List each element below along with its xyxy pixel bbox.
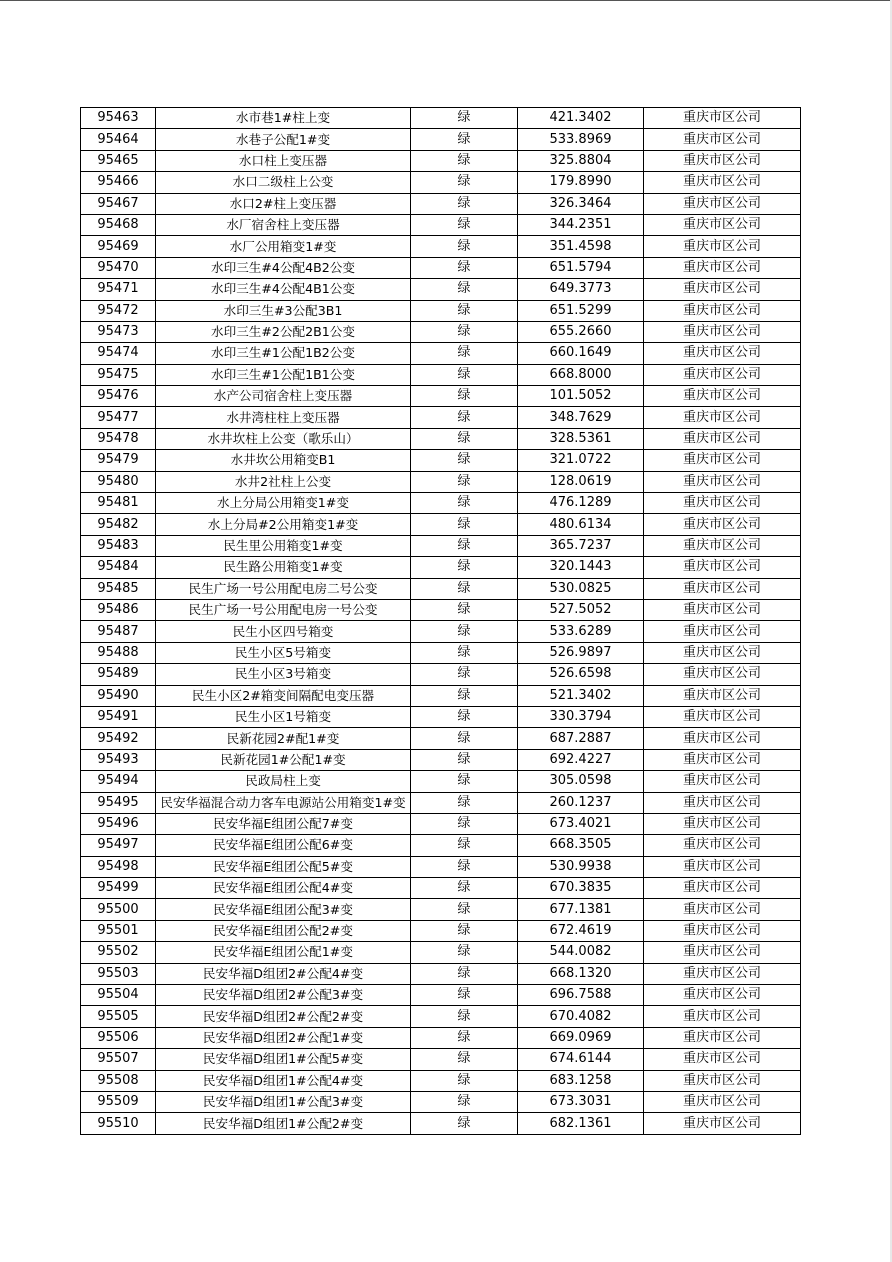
table-row (81, 856, 801, 877)
value-cell: 344.2351 (518, 214, 644, 235)
company-cell: 重庆市区公司 (644, 407, 801, 428)
transformer-name-cell: 水厂宿舍柱上变压器 (156, 214, 411, 235)
table-row (81, 878, 801, 899)
status-color-cell: 绿 (411, 321, 518, 342)
value-cell: 674.6144 (518, 1049, 644, 1070)
transformer-name-cell: 民新花园1#公配1#变 (156, 749, 411, 770)
row-id-cell: 95506 (81, 1027, 156, 1048)
row-id-cell: 95499 (81, 878, 156, 899)
transformer-name-cell: 民安华福E组团公配1#变 (156, 942, 411, 963)
company-cell: 重庆市区公司 (644, 642, 801, 663)
value-cell: 348.7629 (518, 407, 644, 428)
status-color-cell: 绿 (411, 642, 518, 663)
table-row (81, 771, 801, 792)
row-id-cell: 95476 (81, 386, 156, 407)
status-color-cell: 绿 (411, 386, 518, 407)
value-cell: 687.2887 (518, 728, 644, 749)
company-cell: 重庆市区公司 (644, 621, 801, 642)
table-row (81, 535, 801, 556)
value-cell: 328.5361 (518, 428, 644, 449)
row-id-cell: 95485 (81, 578, 156, 599)
status-color-cell: 绿 (411, 407, 518, 428)
table-row (81, 1049, 801, 1070)
status-color-cell: 绿 (411, 300, 518, 321)
status-color-cell: 绿 (411, 193, 518, 214)
status-color-cell: 绿 (411, 749, 518, 770)
table-row (81, 642, 801, 663)
status-color-cell: 绿 (411, 599, 518, 620)
company-cell: 重庆市区公司 (644, 813, 801, 834)
table-row (81, 685, 801, 706)
table-row (81, 1091, 801, 1112)
status-color-cell: 绿 (411, 1049, 518, 1070)
status-color-cell: 绿 (411, 856, 518, 877)
value-cell: 683.1258 (518, 1070, 644, 1091)
transformer-name-cell: 民新花园2#配1#变 (156, 728, 411, 749)
row-id-cell: 95473 (81, 321, 156, 342)
transformer-name-cell: 民安华福混合动力客车电源站公用箱变1#变 (156, 792, 411, 813)
transformer-name-cell: 民安华福D组团1#公配3#变 (156, 1091, 411, 1112)
value-cell: 668.3505 (518, 835, 644, 856)
table-row (81, 172, 801, 193)
status-color-cell: 绿 (411, 535, 518, 556)
value-cell: 476.1289 (518, 493, 644, 514)
table-row (81, 364, 801, 385)
company-cell: 重庆市区公司 (644, 1113, 801, 1134)
row-id-cell: 95471 (81, 279, 156, 300)
value-cell: 651.5299 (518, 300, 644, 321)
company-cell: 重庆市区公司 (644, 728, 801, 749)
row-id-cell: 95508 (81, 1070, 156, 1091)
status-color-cell: 绿 (411, 428, 518, 449)
row-id-cell: 95505 (81, 1006, 156, 1027)
transformer-name-cell: 民安华福D组团1#公配2#变 (156, 1113, 411, 1134)
row-id-cell: 95464 (81, 129, 156, 150)
value-cell: 321.0722 (518, 450, 644, 471)
company-cell: 重庆市区公司 (644, 450, 801, 471)
status-color-cell: 绿 (411, 214, 518, 235)
value-cell: 530.0825 (518, 578, 644, 599)
value-cell: 330.3794 (518, 706, 644, 727)
transformer-name-cell: 民安华福D组团1#公配4#变 (156, 1070, 411, 1091)
value-cell: 696.7588 (518, 985, 644, 1006)
table-row (81, 835, 801, 856)
status-color-cell: 绿 (411, 728, 518, 749)
transformer-name-cell: 民生广场一号公用配电房一号公变 (156, 599, 411, 620)
company-cell: 重庆市区公司 (644, 664, 801, 685)
table-row (81, 813, 801, 834)
row-id-cell: 95484 (81, 557, 156, 578)
company-cell: 重庆市区公司 (644, 685, 801, 706)
table-row (81, 471, 801, 492)
transformer-name-cell: 民安华福E组团公配2#变 (156, 920, 411, 941)
transformer-name-cell: 民生小区四号箱变 (156, 621, 411, 642)
transformer-name-cell: 民安华福E组团公配5#变 (156, 856, 411, 877)
row-id-cell: 95497 (81, 835, 156, 856)
company-cell: 重庆市区公司 (644, 214, 801, 235)
company-cell: 重庆市区公司 (644, 471, 801, 492)
status-color-cell: 绿 (411, 771, 518, 792)
value-cell: 669.0969 (518, 1027, 644, 1048)
table-row (81, 193, 801, 214)
row-id-cell: 95478 (81, 428, 156, 449)
company-cell: 重庆市区公司 (644, 108, 801, 129)
row-id-cell: 95467 (81, 193, 156, 214)
company-cell: 重庆市区公司 (644, 878, 801, 899)
value-cell: 526.6598 (518, 664, 644, 685)
value-cell: 480.6134 (518, 514, 644, 535)
transformer-name-cell: 水井湾柱柱上变压器 (156, 407, 411, 428)
table-row (81, 1113, 801, 1134)
transformer-name-cell: 民生里公用箱变1#变 (156, 535, 411, 556)
value-cell: 260.1237 (518, 792, 644, 813)
company-cell: 重庆市区公司 (644, 856, 801, 877)
row-id-cell: 95481 (81, 493, 156, 514)
row-id-cell: 95495 (81, 792, 156, 813)
table-row (81, 321, 801, 342)
status-color-cell: 绿 (411, 1006, 518, 1027)
row-id-cell: 95468 (81, 214, 156, 235)
value-cell: 421.3402 (518, 108, 644, 129)
value-cell: 365.7237 (518, 535, 644, 556)
status-color-cell: 绿 (411, 578, 518, 599)
value-cell: 668.8000 (518, 364, 644, 385)
company-cell: 重庆市区公司 (644, 1006, 801, 1027)
value-cell: 649.3773 (518, 279, 644, 300)
status-color-cell: 绿 (411, 685, 518, 706)
table-row (81, 236, 801, 257)
status-color-cell: 绿 (411, 813, 518, 834)
transformer-name-cell: 民安华福D组团2#公配1#变 (156, 1027, 411, 1048)
value-cell: 677.1381 (518, 899, 644, 920)
row-id-cell: 95494 (81, 771, 156, 792)
row-id-cell: 95504 (81, 985, 156, 1006)
table-row (81, 899, 801, 920)
row-id-cell: 95510 (81, 1113, 156, 1134)
company-cell: 重庆市区公司 (644, 985, 801, 1006)
transformer-name-cell: 民生小区1号箱变 (156, 706, 411, 727)
table-row (81, 664, 801, 685)
status-color-cell: 绿 (411, 942, 518, 963)
table-row (81, 942, 801, 963)
transformer-name-cell: 民安华福E组团公配4#变 (156, 878, 411, 899)
transformer-name-cell: 水市巷1#柱上变 (156, 108, 411, 129)
value-cell: 668.1320 (518, 963, 644, 984)
value-cell: 533.8969 (518, 129, 644, 150)
row-id-cell: 95479 (81, 450, 156, 471)
status-color-cell: 绿 (411, 343, 518, 364)
company-cell: 重庆市区公司 (644, 300, 801, 321)
row-id-cell: 95486 (81, 599, 156, 620)
row-id-cell: 95487 (81, 621, 156, 642)
transformer-name-cell: 水井2社柱上公变 (156, 471, 411, 492)
status-color-cell: 绿 (411, 1027, 518, 1048)
company-cell: 重庆市区公司 (644, 257, 801, 278)
company-cell: 重庆市区公司 (644, 193, 801, 214)
company-cell: 重庆市区公司 (644, 835, 801, 856)
company-cell: 重庆市区公司 (644, 1091, 801, 1112)
table-body (81, 108, 801, 1135)
value-cell: 320.1443 (518, 557, 644, 578)
status-color-cell: 绿 (411, 664, 518, 685)
value-cell: 655.2660 (518, 321, 644, 342)
table-row (81, 792, 801, 813)
value-cell: 530.9938 (518, 856, 644, 877)
row-id-cell: 95496 (81, 813, 156, 834)
status-color-cell: 绿 (411, 963, 518, 984)
value-cell: 673.3031 (518, 1091, 644, 1112)
row-id-cell: 95482 (81, 514, 156, 535)
company-cell: 重庆市区公司 (644, 535, 801, 556)
transformer-name-cell: 水巷子公配1#变 (156, 129, 411, 150)
transformer-name-cell: 民安华福E组团公配7#变 (156, 813, 411, 834)
table-row (81, 300, 801, 321)
company-cell: 重庆市区公司 (644, 129, 801, 150)
row-id-cell: 95470 (81, 257, 156, 278)
company-cell: 重庆市区公司 (644, 321, 801, 342)
row-id-cell: 95463 (81, 108, 156, 129)
status-color-cell: 绿 (411, 792, 518, 813)
row-id-cell: 95469 (81, 236, 156, 257)
status-color-cell: 绿 (411, 878, 518, 899)
value-cell: 101.5052 (518, 386, 644, 407)
company-cell: 重庆市区公司 (644, 942, 801, 963)
status-color-cell: 绿 (411, 835, 518, 856)
company-cell: 重庆市区公司 (644, 1070, 801, 1091)
status-color-cell: 绿 (411, 985, 518, 1006)
transformer-name-cell: 民政局柱上变 (156, 771, 411, 792)
value-cell: 527.5052 (518, 599, 644, 620)
table-row (81, 749, 801, 770)
company-cell: 重庆市区公司 (644, 578, 801, 599)
status-color-cell: 绿 (411, 172, 518, 193)
company-cell: 重庆市区公司 (644, 514, 801, 535)
status-color-cell: 绿 (411, 450, 518, 471)
row-id-cell: 95501 (81, 920, 156, 941)
table-row (81, 1027, 801, 1048)
transformer-name-cell: 水印三生#2公配2B1公变 (156, 321, 411, 342)
table-row (81, 343, 801, 364)
company-cell: 重庆市区公司 (644, 343, 801, 364)
transformer-name-cell: 民安华福D组团2#公配4#变 (156, 963, 411, 984)
status-color-cell: 绿 (411, 108, 518, 129)
status-color-cell: 绿 (411, 514, 518, 535)
transformer-name-cell: 民生广场一号公用配电房二号公变 (156, 578, 411, 599)
status-color-cell: 绿 (411, 1091, 518, 1112)
value-cell: 682.1361 (518, 1113, 644, 1134)
row-id-cell: 95509 (81, 1091, 156, 1112)
transformer-name-cell: 民安华福E组团公配6#变 (156, 835, 411, 856)
table-row (81, 578, 801, 599)
transformer-name-cell: 水井坎公用箱变B1 (156, 450, 411, 471)
table-row (81, 1070, 801, 1091)
transformer-name-cell: 民安华福D组团1#公配5#变 (156, 1049, 411, 1070)
transformer-name-cell: 民生小区3号箱变 (156, 664, 411, 685)
status-color-cell: 绿 (411, 899, 518, 920)
transformer-name-cell: 水印三生#1公配1B1公变 (156, 364, 411, 385)
row-id-cell: 95500 (81, 899, 156, 920)
company-cell: 重庆市区公司 (644, 279, 801, 300)
row-id-cell: 95498 (81, 856, 156, 877)
table-row (81, 129, 801, 150)
value-cell: 670.4082 (518, 1006, 644, 1027)
row-id-cell: 95483 (81, 535, 156, 556)
status-color-cell: 绿 (411, 557, 518, 578)
status-color-cell: 绿 (411, 493, 518, 514)
value-cell: 521.3402 (518, 685, 644, 706)
transformer-name-cell: 水口柱上变压器 (156, 150, 411, 171)
company-cell: 重庆市区公司 (644, 899, 801, 920)
value-cell: 533.6289 (518, 621, 644, 642)
value-cell: 351.4598 (518, 236, 644, 257)
transformer-name-cell: 水上分局公用箱变1#变 (156, 493, 411, 514)
row-id-cell: 95489 (81, 664, 156, 685)
row-id-cell: 95465 (81, 150, 156, 171)
transformer-name-cell: 水厂公用箱变1#变 (156, 236, 411, 257)
table-row (81, 450, 801, 471)
table-row (81, 557, 801, 578)
page-top-border (0, 0, 892, 1)
company-cell: 重庆市区公司 (644, 749, 801, 770)
row-id-cell: 95488 (81, 642, 156, 663)
row-id-cell: 95503 (81, 963, 156, 984)
transformer-name-cell: 民安华福E组团公配3#变 (156, 899, 411, 920)
value-cell: 660.1649 (518, 343, 644, 364)
status-color-cell: 绿 (411, 471, 518, 492)
row-id-cell: 95493 (81, 749, 156, 770)
transformer-name-cell: 水口2#柱上变压器 (156, 193, 411, 214)
company-cell: 重庆市区公司 (644, 236, 801, 257)
row-id-cell: 95480 (81, 471, 156, 492)
table-row (81, 621, 801, 642)
company-cell: 重庆市区公司 (644, 557, 801, 578)
row-id-cell: 95466 (81, 172, 156, 193)
table-row (81, 706, 801, 727)
transformer-name-cell: 民生小区5号箱变 (156, 642, 411, 663)
table-row (81, 1006, 801, 1027)
transformer-name-cell: 水上分局#2公用箱变1#变 (156, 514, 411, 535)
table-row (81, 985, 801, 1006)
status-color-cell: 绿 (411, 279, 518, 300)
value-cell: 325.8804 (518, 150, 644, 171)
status-color-cell: 绿 (411, 920, 518, 941)
row-id-cell: 95475 (81, 364, 156, 385)
table-row (81, 407, 801, 428)
transformer-name-cell: 水印三生#3公配3B1 (156, 300, 411, 321)
transformer-name-cell: 民安华福D组团2#公配2#变 (156, 1006, 411, 1027)
value-cell: 692.4227 (518, 749, 644, 770)
transformer-name-cell: 水印三生#4公配4B1公变 (156, 279, 411, 300)
row-id-cell: 95474 (81, 343, 156, 364)
status-color-cell: 绿 (411, 129, 518, 150)
company-cell: 重庆市区公司 (644, 428, 801, 449)
value-cell: 179.8990 (518, 172, 644, 193)
row-id-cell: 95507 (81, 1049, 156, 1070)
row-id-cell: 95472 (81, 300, 156, 321)
table-row (81, 386, 801, 407)
table-row (81, 728, 801, 749)
company-cell: 重庆市区公司 (644, 771, 801, 792)
value-cell: 651.5794 (518, 257, 644, 278)
company-cell: 重庆市区公司 (644, 599, 801, 620)
company-cell: 重庆市区公司 (644, 386, 801, 407)
table-row (81, 514, 801, 535)
table-row (81, 108, 801, 129)
transformer-name-cell: 民生路公用箱变1#变 (156, 557, 411, 578)
value-cell: 526.9897 (518, 642, 644, 663)
company-cell: 重庆市区公司 (644, 493, 801, 514)
company-cell: 重庆市区公司 (644, 1027, 801, 1048)
company-cell: 重庆市区公司 (644, 1049, 801, 1070)
company-cell: 重庆市区公司 (644, 792, 801, 813)
row-id-cell: 95492 (81, 728, 156, 749)
status-color-cell: 绿 (411, 1113, 518, 1134)
table-row (81, 428, 801, 449)
company-cell: 重庆市区公司 (644, 364, 801, 385)
company-cell: 重庆市区公司 (644, 172, 801, 193)
transformer-table (80, 107, 801, 1135)
status-color-cell: 绿 (411, 150, 518, 171)
transformer-name-cell: 水印三生#4公配4B2公变 (156, 257, 411, 278)
transformer-name-cell: 水口二级柱上公变 (156, 172, 411, 193)
transformer-name-cell: 水井坎柱上公变（歌乐山） (156, 428, 411, 449)
value-cell: 673.4021 (518, 813, 644, 834)
transformer-name-cell: 民生小区2#箱变间隔配电变压器 (156, 685, 411, 706)
transformer-name-cell: 水产公司宿舍柱上变压器 (156, 386, 411, 407)
status-color-cell: 绿 (411, 1070, 518, 1091)
row-id-cell: 95477 (81, 407, 156, 428)
status-color-cell: 绿 (411, 706, 518, 727)
status-color-cell: 绿 (411, 364, 518, 385)
company-cell: 重庆市区公司 (644, 706, 801, 727)
row-id-cell: 95502 (81, 942, 156, 963)
value-cell: 672.4619 (518, 920, 644, 941)
company-cell: 重庆市区公司 (644, 920, 801, 941)
row-id-cell: 95491 (81, 706, 156, 727)
table-row (81, 214, 801, 235)
value-cell: 326.3464 (518, 193, 644, 214)
status-color-cell: 绿 (411, 257, 518, 278)
status-color-cell: 绿 (411, 236, 518, 257)
value-cell: 544.0082 (518, 942, 644, 963)
company-cell: 重庆市区公司 (644, 150, 801, 171)
table-row (81, 963, 801, 984)
table-row (81, 150, 801, 171)
transformer-name-cell: 民安华福D组团2#公配3#变 (156, 985, 411, 1006)
value-cell: 305.0598 (518, 771, 644, 792)
value-cell: 670.3835 (518, 878, 644, 899)
row-id-cell: 95490 (81, 685, 156, 706)
table-row (81, 599, 801, 620)
table-row (81, 279, 801, 300)
table-row (81, 493, 801, 514)
status-color-cell: 绿 (411, 621, 518, 642)
table-row (81, 920, 801, 941)
company-cell: 重庆市区公司 (644, 963, 801, 984)
value-cell: 128.0619 (518, 471, 644, 492)
transformer-name-cell: 水印三生#1公配1B2公变 (156, 343, 411, 364)
table-row (81, 257, 801, 278)
